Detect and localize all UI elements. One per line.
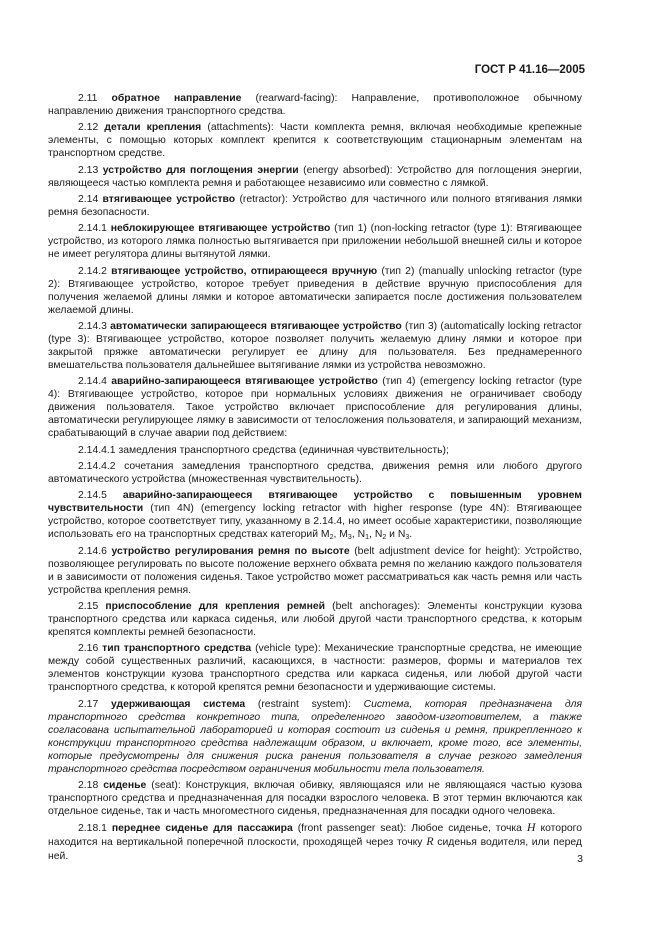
clause-number: 2.15 <box>78 600 99 612</box>
clause-2-11 <box>48 92 582 118</box>
point-r-symbol: R <box>426 834 434 849</box>
clause-italic-text: Система, которая предназначена для транспортного средства конкретного типа, определенного заводом-изготовителем, а также согласована испытательной лабораторией и которая состоит из сиденья и ремня, прикрепленного к конструкции транспортного средства надлежащим образом, и включает, кроме того, все элементы, которые предусмотрены для снижения риска ранения пользователя в случае резкого замедления транспортного средства посредством ограничения мобильности тела пользователя. <box>48 698 582 775</box>
clause-text: (front passenger seat): Любое сиденье, точка <box>292 823 527 835</box>
page-body <box>48 92 582 866</box>
point-h-symbol: H <box>526 820 536 835</box>
clause-2-16 <box>48 642 582 694</box>
clause-term: автоматически запирающееся втягивающее устройство <box>110 320 402 332</box>
clause-text: (seat): Конструкция, включая обивку, являющаяся или не являющаяся частью кузова транспортного средства и предназначенная для посадки взрослого человека. В этот термин включаются как отдельное сиденье, так и часть многоместного сиденья, предназначенная для посадки одного человека. <box>48 780 582 818</box>
clause-term: сиденье <box>103 780 147 792</box>
clause-term: устройство для поглощения энергии <box>102 164 299 176</box>
vehicle-category: $M_2$ <box>320 529 334 542</box>
clause-text: (belt anchorages): Элементы конструкции кузова транспортного средства или каркаса сиденья, или любой другой части транспортного средства, к которым крепятся комплекты ремней безопасности. <box>48 600 583 639</box>
clause-term: удерживающая система <box>110 698 246 710</box>
clause-2-14-1 <box>48 222 582 261</box>
clause-term: неблокирующее втягивающее устройство <box>110 223 331 235</box>
clause-text: (attachments): Части комплекта ремня, включая необходимые крепежные элементы, с помощью которых комплект крепится к соответствующим стационарным элементам на транспортном средстве. <box>48 122 582 160</box>
clause-text: (тип 2) (manually unlocking retractor (type 2): Втягивающее устройство, которое требует приведения в действие вручную приспособления для получения желаемой длины лямки и которое автоматически запирается после достижения пользователем желаемой длины. <box>48 265 582 316</box>
clause-term: втягивающее устройство, отпирающееся вручную <box>111 265 378 277</box>
clause-number: 2.14.2 <box>78 265 107 277</box>
clause-2-14-3 <box>48 320 582 372</box>
vehicle-category: $N_2$ <box>374 529 387 542</box>
clause-term: переднее сиденье для пассажира <box>111 823 293 835</box>
clause-number: 2.14.1 <box>78 223 107 235</box>
clause-term: устройство регулирования ремня по высоте <box>111 545 350 557</box>
clause-2-18 <box>48 779 582 818</box>
clause-number: 2.17 <box>78 698 99 710</box>
clause-2-14-4-1 <box>48 444 582 457</box>
clause-text: сочетания замедления транспортного средства, движения ремня или любого другого автоматического устройства (множественная чувствительность). <box>48 460 582 485</box>
vehicle-category: $N_1$ <box>357 529 370 542</box>
clause-term: приспособление для крепления ремней <box>105 600 326 612</box>
clause-2-15 <box>48 600 582 639</box>
clause-number: 2.14.4.1 <box>78 444 116 456</box>
clause-2-14-4-2 <box>48 460 582 486</box>
clause-2-14 <box>48 193 582 219</box>
clause-term: детали крепления <box>104 122 202 134</box>
clause-number: 2.18 <box>78 780 99 792</box>
clause-text: (тип 3) (automatically locking retractor (type 3): Втягивающее устройство, которое позволяет получить желаемую длину лямки и которое при закрытой пряжке автоматически регулирует ее длину для пользователя. Без преднамеренного вмешательства пользователя дальнейшее вытягивание лямки из устройства невозможно. <box>48 320 583 372</box>
clause-text: (тип 4) (emergency locking retractor (type 4): Втягивающее устройство, которое при нормальных условиях движения не ограничивает свободу движения пользователя. Такое устройство включает приспособление для регулирования длины, автоматически регулирующее лямку в зависимости от телосложения пользователя, и запирающий механизм, срабатывающий в случае аварии под действием: <box>48 376 583 440</box>
clause-2-14-4 <box>48 375 582 440</box>
clause-text: которого находится на вертикальной поперечной плоскости, проходящей через точку <box>48 823 582 849</box>
clause-number: 2.14.6 <box>78 545 107 557</box>
clause-term: аварийно-запирающееся втягивающее устройство с повышенным уровнем чувствительности <box>48 490 582 515</box>
clause-number: 2.12 <box>78 122 99 134</box>
clause-2-17 <box>48 698 582 776</box>
clause-term: втягивающее устройство <box>102 193 236 205</box>
standard-designation: ГОСТ Р 41.16—2005 <box>474 64 585 76</box>
clause-2-14-2 <box>48 265 582 317</box>
clause-text: (energy absorbed): Устройство для поглощения энергии, являющееся частью комплекта ремня и работающее независимо или совместно с лямкой. <box>48 164 582 189</box>
clause-2-12 <box>48 121 582 160</box>
clause-text: замедления транспортного средства (единичная чувствительность); <box>115 444 449 456</box>
clause-text: (тип 1) (non-locking retractor (type 1): Втягивающее устройство, из которого лямка полностью вытягивается при приложении небольшой внешней силы и которое не имеет регулятора длины вытянутой лямки. <box>48 223 583 261</box>
clause-text: сиденья водителя, или перед ней. <box>48 837 582 862</box>
clause-text: (belt adjustment device for height): Устройство, позволяющее регулировать по высоте положение верхнего обхвата ремня по желанию каждого пользователя и в зависимости от положения сиденья. Такое устройство может рассматриваться как часть ремня или часть устройства крепления ремня. <box>48 545 582 596</box>
page-number: 3 <box>577 853 583 865</box>
clause-number: 2.18.1 <box>78 823 107 835</box>
clause-2-14-5: 2.14.5 аварийно-запирающееся втягивающее устройство с повышенным уровнем чувствительности (тип 4N) (emergency locking retractor with higher response (type 4N): Втягивающее устройство, которое соответствует типу, указанному в 2.14.4, но имеет особые характеристики, позволяющие использовать его на транспортных средствах категорий $M_2$, $M_3$, $N_1$, $N_2$ и $N_3$. <box>48 490 582 542</box>
clause-number: 2.11 <box>78 93 98 104</box>
clause-text: (vehicle type): Механические транспортные средства, не имеющие между собой существенных различий, касающихся, в частности: размеров, формы и материалов тех элементов конструкции кузова транспортного средства или каркаса сиденья, или любой другой части транспортного средства, к которой крепятся ремни безопасности и удерживающие системы. <box>48 643 583 694</box>
clause-number: 2.14 <box>78 193 99 205</box>
vehicle-category: $M_3$ <box>339 529 352 542</box>
clause-number: 2.14.4.2 <box>78 460 116 472</box>
clause-2-14-6 <box>48 545 582 597</box>
clause-text: (тип 4N) (emergency locking retractor with higher response (type 4N): Втягивающее устройство, которое соответствует типу, указанному в 2.14.4, но имеет особые характеристики, позволяющие использовать его на транспортных средствах категорий <box>48 503 582 541</box>
clause-term: обратное направление <box>111 93 242 104</box>
clause-text: (retractor): Устройство для частичного или полного втягивания лямки ремня безопасности. <box>48 193 582 218</box>
clause-term: аварийно-запирающееся втягивающее устройство <box>111 376 378 388</box>
clause-2-18-1 <box>48 821 582 862</box>
clause-number: 2.14.4 <box>78 376 107 388</box>
clause-number: 2.16 <box>78 643 99 655</box>
clause-text: (rearward-facing): Направление, противоположное обычному направлению движения транспортного средства. <box>48 93 582 118</box>
clause-text: (restraint system): <box>245 698 364 710</box>
clause-number: 2.14.5 <box>78 490 107 502</box>
clause-number: 2.14.3 <box>78 320 107 332</box>
vehicle-category: $N_3$ <box>397 529 410 542</box>
clause-2-13 <box>48 164 582 190</box>
clause-term: тип транспортного средства <box>102 643 252 655</box>
clause-number: 2.13 <box>78 164 99 176</box>
